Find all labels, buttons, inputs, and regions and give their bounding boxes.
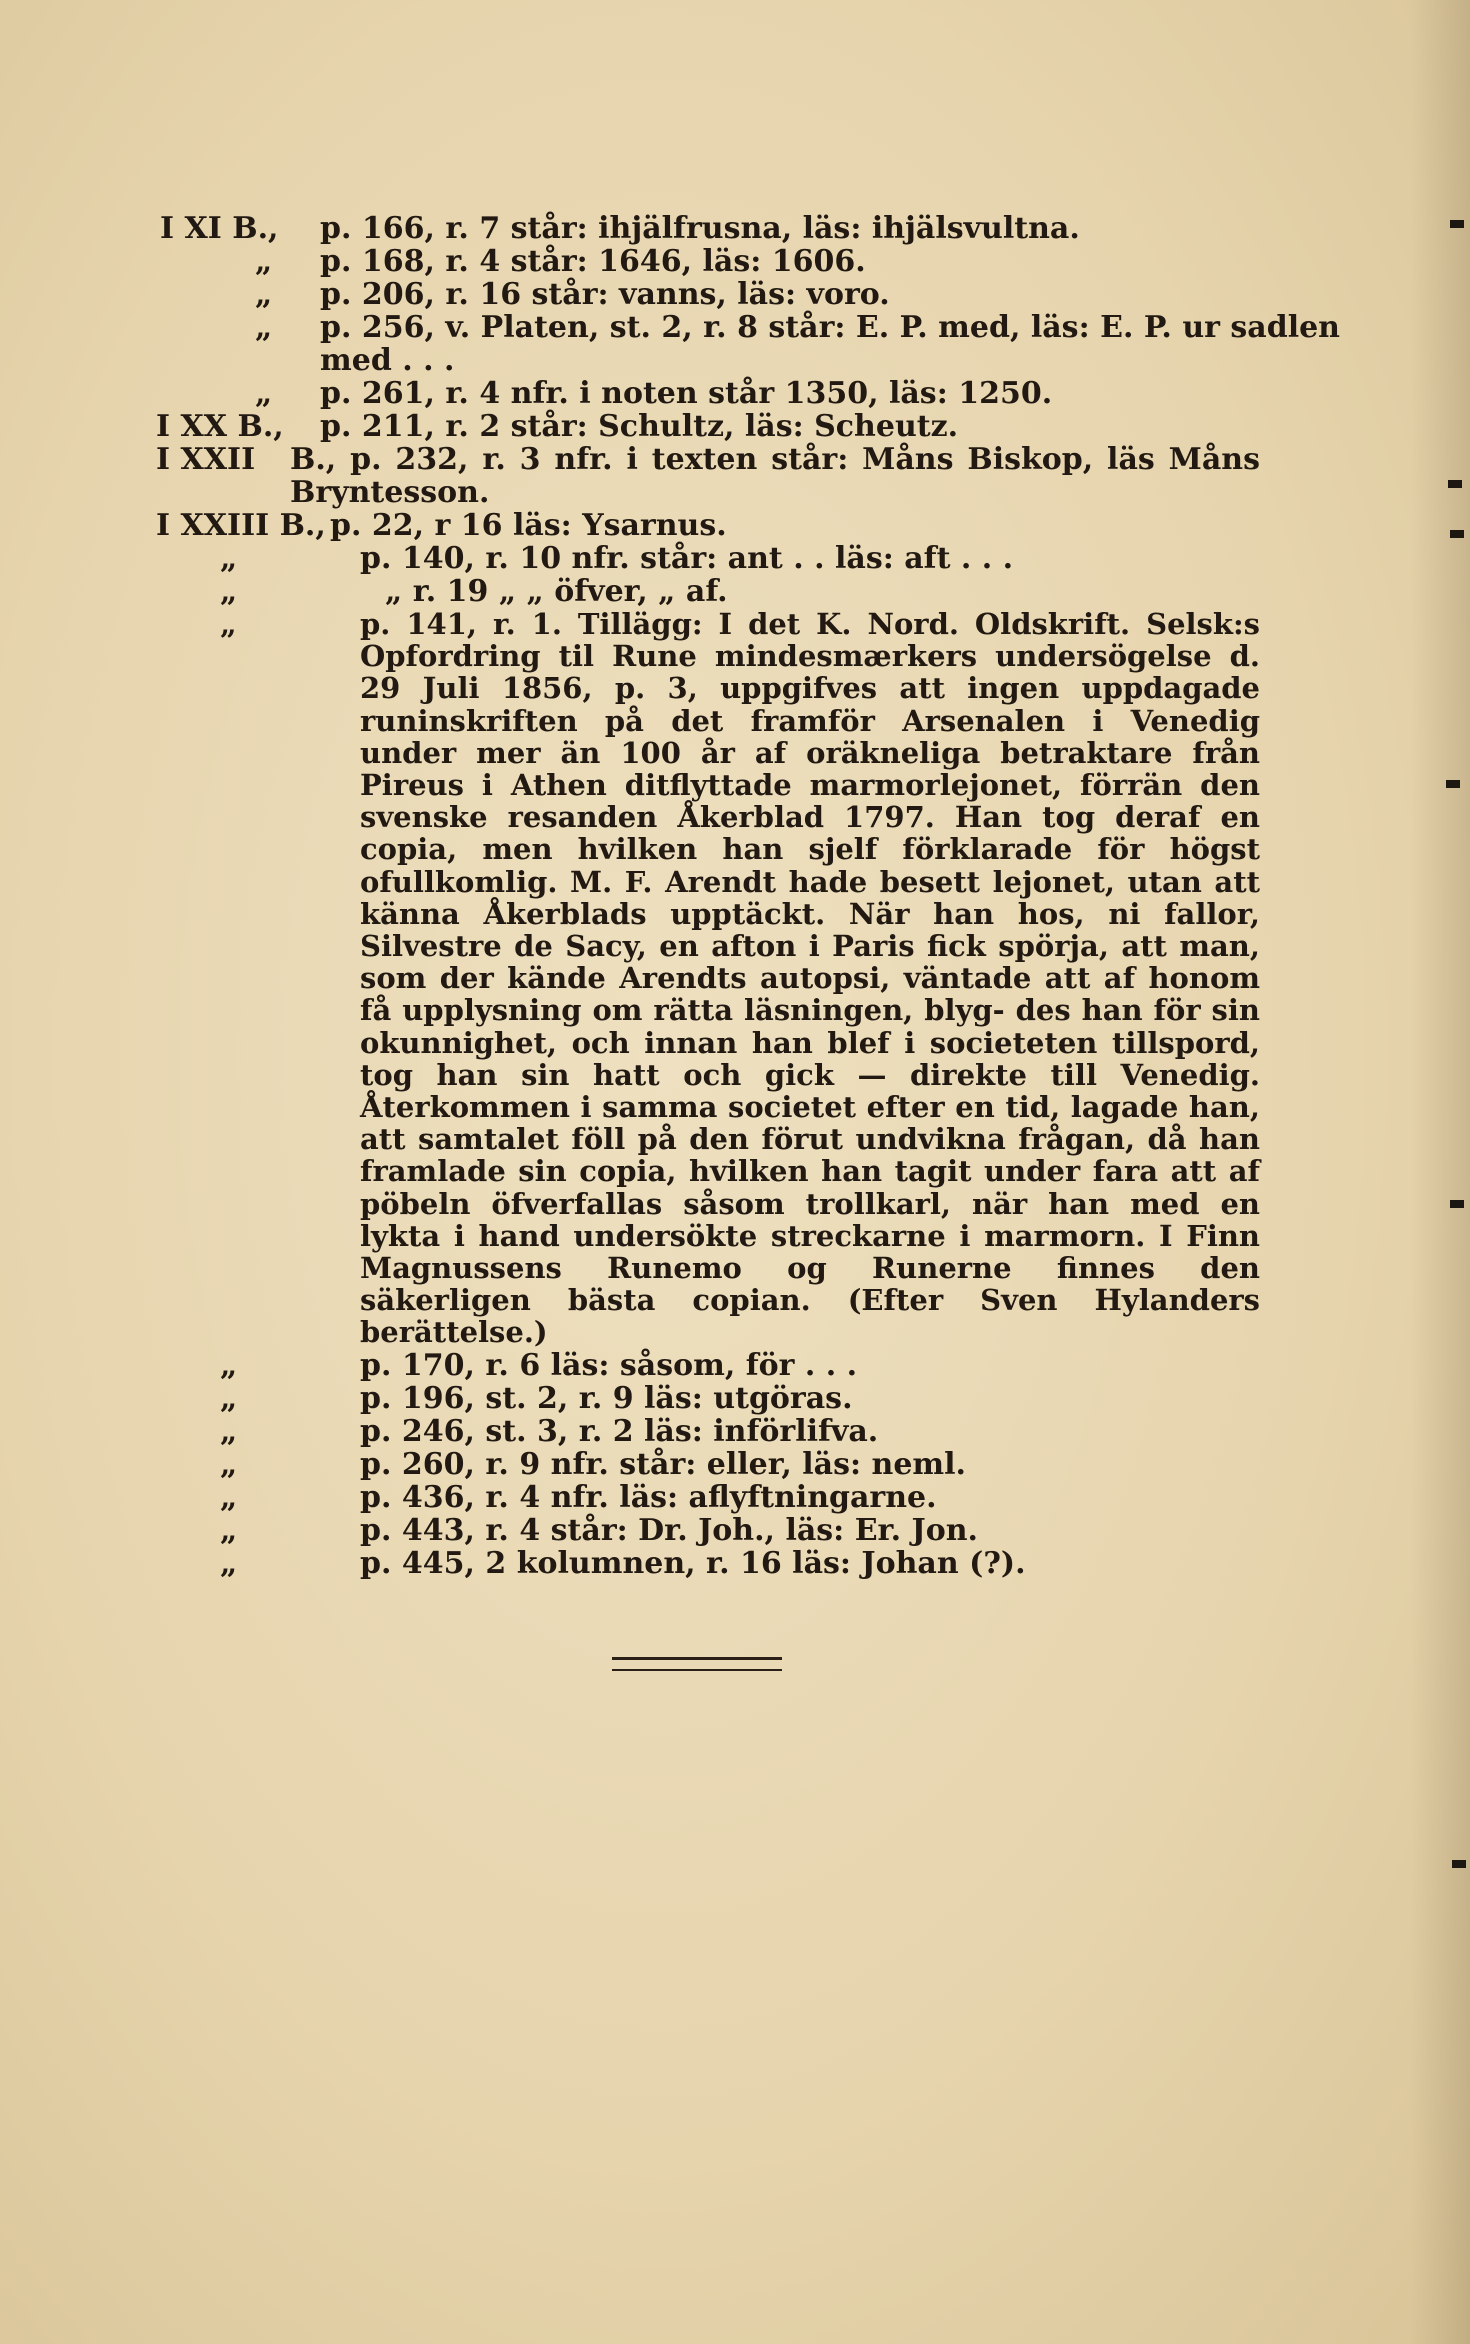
errata-entry (160, 1481, 1260, 1514)
ditto-mark: „ (255, 376, 273, 411)
margin-mark (1446, 780, 1460, 788)
correction-text: p. 206, r. 16 står: vanns, läs: voro. (320, 277, 890, 312)
ditto-mark: „ (220, 1380, 238, 1416)
correction-text: „ r. 19 „ „ öfver, „ af. (385, 574, 728, 609)
correction-text: p. 261, r. 4 nfr. i noten står 1350, läs: 1250. (320, 376, 1053, 411)
correction-text: p. 256, v. Platen, st. 2, r. 8 står: E. P. med, läs: E. P. ur sadlen med . . . (320, 310, 1340, 378)
ditto-mark: „ (220, 574, 238, 609)
margin-mark (1450, 1200, 1464, 1208)
errata-entry (160, 1547, 1260, 1580)
correction-text: p. 443, r. 4 står: Dr. Joh., läs: Er. Jon. (360, 1512, 978, 1548)
errata-entry (156, 409, 1260, 444)
correction-text: p. 246, st. 3, r. 2 läs: införlifva. (360, 1413, 879, 1449)
correction-text: p. 170, r. 6 läs: såsom, för . . . (360, 1347, 858, 1383)
errata-entry (160, 377, 1260, 410)
errata-entry (156, 508, 1260, 543)
ditto-mark: „ (220, 1446, 238, 1482)
errata-entry (160, 310, 1340, 378)
ditto-mark: „ (255, 244, 273, 279)
correction-text: p. 211, r. 2 står: Schultz, läs: Scheutz. (320, 409, 959, 444)
ditto-mark: „ (220, 541, 238, 576)
errata-entry (160, 1514, 1260, 1547)
ditto-mark: „ (220, 1545, 238, 1581)
ditto-mark: „ (220, 1413, 238, 1449)
errata-entry (160, 1349, 1260, 1382)
errata-entry (160, 212, 1260, 245)
ditto-mark: „ (220, 607, 237, 641)
errata-entry (160, 542, 1260, 575)
errata-entry (160, 575, 1260, 608)
correction-text: p. 260, r. 9 nfr. står: eller, läs: neml. (360, 1446, 967, 1482)
volume-ref: I XXIII B., (156, 508, 326, 543)
ditto-mark: „ (220, 1347, 238, 1383)
correction-text: p. 196, st. 2, r. 9 läs: utgöras. (360, 1380, 853, 1416)
end-rule-divider (612, 1657, 782, 1671)
errata-entry (160, 1415, 1260, 1448)
correction-text: p. 141, r. 1. Tillägg: I det K. Nord. Oldskrift. Selsk:s Opfordring til Rune mindesmærkers undersögelse d. 29 Juli 1856, p. 3, uppgifves att ingen uppdagade runinskriften på det framför Arsenalen i Venedig under mer än 100 år af oräkneliga betraktare från Pireus i Athen ditflyttade marmorlejonet, förrän den svenske resanden Åkerblad 1797. Han tog deraf en copia, men hvilken han sjelf förklarade för högst ofullkomlig. M. F. Arendt hade besett lejonet, utan att känna Åkerblads upptäckt. När han hos, ni fallor, Silvestre de Sacy, en afton i Paris fick spörja, att man, som der kände Arendts autopsi, väntade att af honom få upplysning om rätta läsningen, blyg- des han för sin okunnighet, och innan han blef i societeten tillspord, tog han sin hatt och gick — direkte till Venedig. Återkommen i samma societet efter en tid, lagade han, att samtalet föll på den förut undvikna frågan, då han framlade sin copia, hvilken han tagit under fara att af pöbeln öfverfallas såsom trollkarl, när han med en lykta i hand undersökte streckarne i marmorn. I Finn Magnussens Runemo og Runerne finnes den säkerligen bästa copian. (Efter Sven Hylanders berättelse.) (360, 607, 1260, 1350)
volume-ref: I XX B., (156, 409, 284, 444)
volume-ref: I XXII (156, 442, 256, 477)
margin-mark (1450, 530, 1464, 538)
ditto-mark: „ (220, 1479, 238, 1515)
margin-mark (1452, 1860, 1466, 1868)
errata-entry (160, 1448, 1260, 1481)
errata-entry (160, 245, 1260, 278)
correction-text: p. 168, r. 4 står: 1646, läs: 1606. (320, 244, 866, 279)
correction-text: p. 436, r. 4 nfr. läs: aflyftningarne. (360, 1479, 937, 1515)
page-edge-shadow (1410, 0, 1470, 2344)
ditto-mark: „ (255, 310, 273, 345)
margin-mark (1450, 220, 1464, 228)
volume-ref: I XI B., (160, 211, 279, 246)
correction-text: B., p. 232, r. 3 nfr. i texten står: Måns Biskop, läs Måns Bryntesson. (290, 442, 1260, 510)
errata-entry (160, 278, 1260, 311)
correction-text: p. 445, 2 kolumnen, r. 16 läs: Johan (?). (360, 1545, 1026, 1581)
errata-entry (160, 608, 1260, 1349)
correction-text: p. 22, r 16 läs: Ysarnus. (330, 508, 727, 543)
correction-text: p. 166, r. 7 står: ihjälfrusna, läs: ihjälsvultna. (320, 211, 1080, 246)
margin-mark (1448, 480, 1462, 488)
errata-list (156, 211, 1340, 1581)
errata-entry (156, 442, 1260, 510)
ditto-mark: „ (220, 1512, 238, 1548)
errata-entry (160, 1382, 1260, 1415)
ditto-mark: „ (255, 277, 273, 312)
correction-text: p. 140, r. 10 nfr. står: ant . . läs: aft . . . (360, 541, 1014, 576)
